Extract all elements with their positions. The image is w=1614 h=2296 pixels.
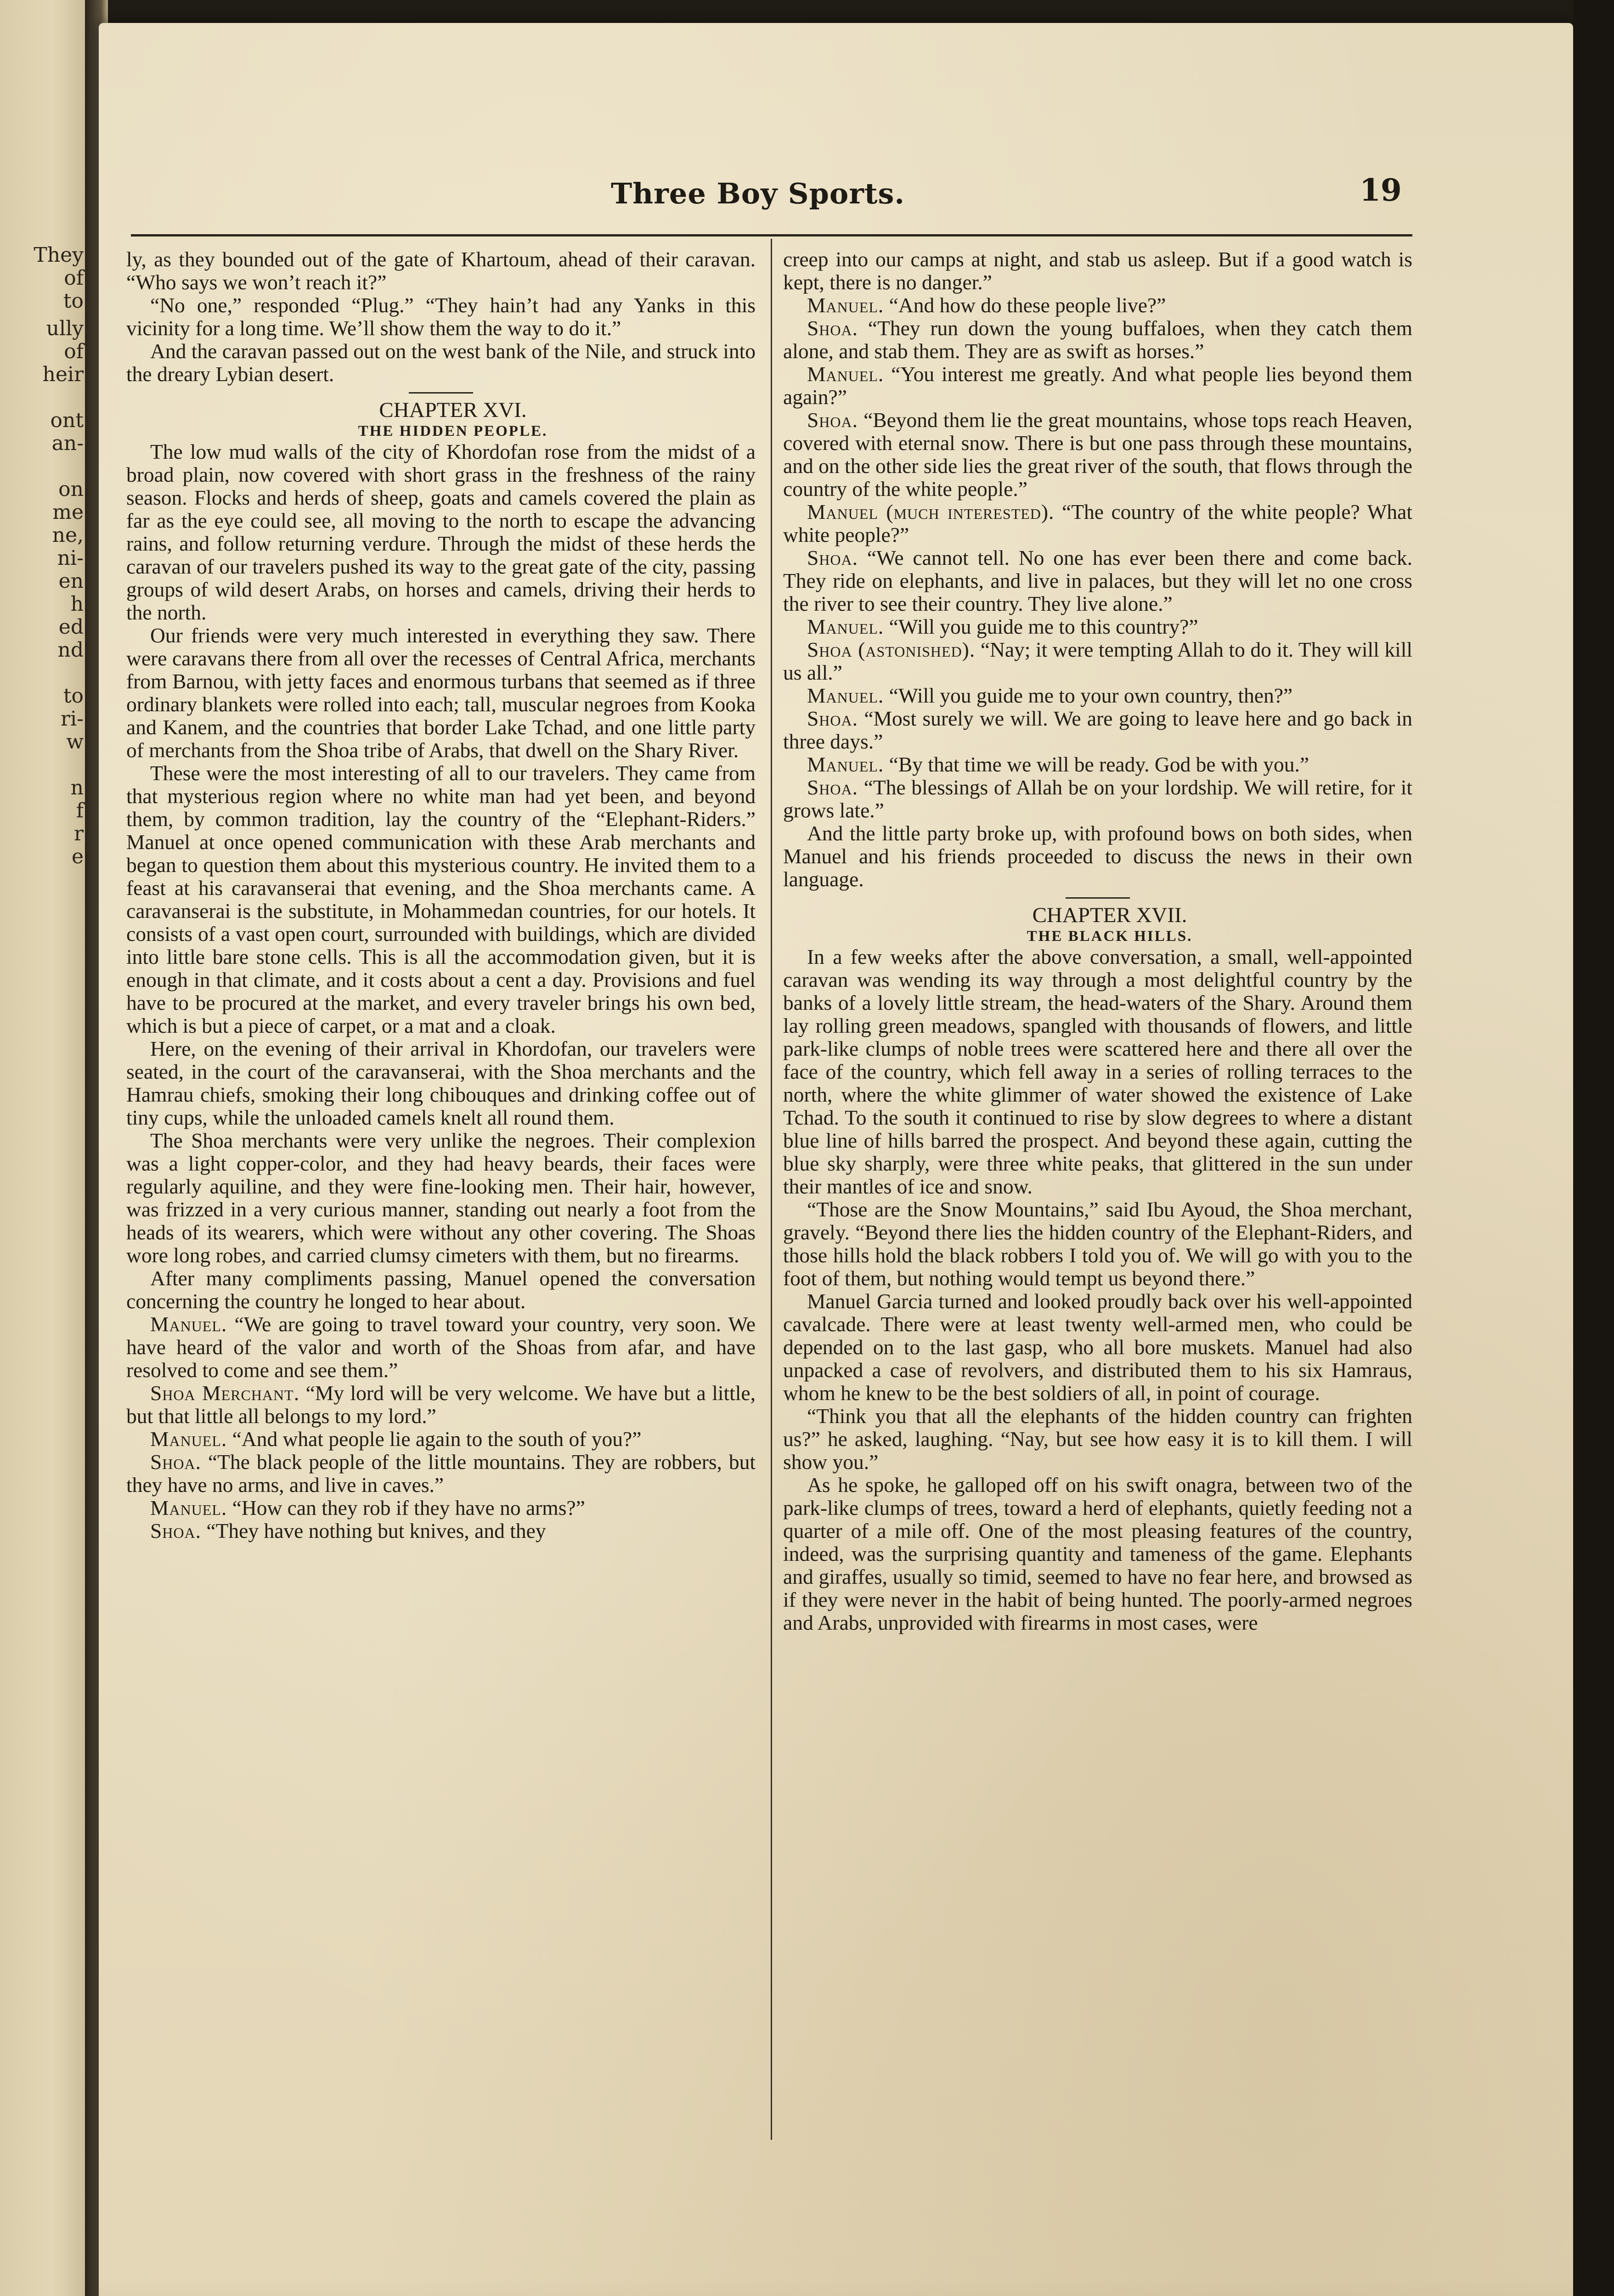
speech: “And what people lie again to the south of you?” [232, 1427, 642, 1451]
speaker: Manuel. [807, 293, 884, 317]
speech: “The black people of the little mountains. They are robbers, but they have no arms, and live in caves.” [126, 1450, 756, 1497]
prev-page-fragment: ni- [57, 546, 84, 570]
dialogue-line [783, 294, 1412, 317]
paragraph: “Those are the Snow Mountains,” said Ibu Ayoud, the Shoa merchant, gravely. “Beyond there lies the hidden country of the Elephant-Riders, and those hills hold the black robbers I told you of. We will go with you to the foot of them, but nothing would tempt us beyond there.” [783, 1198, 1412, 1290]
dialogue-line [126, 1313, 756, 1382]
left-column [126, 248, 756, 1542]
prev-page-fragment: heir [42, 363, 84, 386]
speaker: Manuel. [807, 684, 884, 707]
column-divider [771, 239, 772, 2140]
prev-page-fragment: f [76, 799, 84, 822]
prev-page-fragment: e [71, 845, 84, 868]
paragraph: And the caravan passed out on the west bank of the Nile, and struck into the dreary Lybian desert. [126, 339, 756, 386]
speech: “And how do these people live?” [889, 293, 1166, 317]
dialogue-line [783, 776, 1412, 822]
prev-page-fragment: an- [51, 432, 84, 455]
prev-page-fragment: ont [50, 409, 84, 432]
paragraph: creep into our camps at night, and stab us asleep. But if a good watch is kept, there is no danger.” [783, 248, 1412, 294]
paragraph: In a few weeks after the above conversation, a small, well-appointed caravan was wending its way through a most delightful country by the banks of a lovely little stream, the head-waters of the Shary. Around them lay rolling green meadows, spangled with thousands of flowers, and little park-like clumps of noble trees were scattered here and there all over the face of the country, which fell away in a series of rolling terraces to the north, where the white glimmer of water showed the existence of Lake Tchad. To the south it continued to rise by slow degrees to where a distant blue line of hills barred the prospect. And beyond these again, cutting the blue sky sharply, were three white peaks, that glittered in the sun under their mantles of ice and snow. [783, 945, 1412, 1198]
paragraph: After many compliments passing, Manuel opened the conversation concerning the country he longed to hear about. [126, 1266, 756, 1313]
dialogue-line [126, 1497, 756, 1519]
paragraph: Our friends were very much interested in everything they saw. There were caravans there from all over the recesses of Central Africa, merchants from Barnou, with jetty faces and enormous turbans that seemed as if three ordinary blankets were rolled into each; tall, muscular negroes from Kooka and Kanem, and the countries that border Lake Tchad, and one little party of merchants from the Shoa tribe of Arabs, that dwell on the Shary River. [126, 624, 756, 762]
speaker: Shoa (astonished). [807, 638, 976, 661]
dialogue-line [126, 1519, 756, 1542]
prev-page-fragment: They [34, 243, 84, 267]
prev-page-fragment: ully [46, 317, 84, 340]
dialogue-line [126, 1382, 756, 1428]
paragraph: And the little party broke up, with profound bows on both sides, when Manuel and his friends proceeded to discuss the news in their own language. [783, 822, 1412, 891]
speaker: Manuel. [807, 362, 884, 386]
paragraph: The Shoa merchants were very unlike the negroes. Their complexion was a light copper-color, and they had heavy beards, their faces were regularly aquiline, and they were fine-looking men. Their hair, however, was frizzed in a very curious manner, standing out nearly a foot from the heads of its wearers, which were without any other covering. The Shoas wore long robes, and carried clumsy cimeters with them, but no firearms. [126, 1129, 756, 1267]
speech: “The blessings of Allah be on your lordship. We will retire, for it grows late.” [783, 776, 1412, 822]
speaker: Shoa. [807, 776, 858, 799]
speech: “We cannot tell. No one has ever been there and come back. They ride on elephants, and live in palaces, but they will let no one cross the river to see their country. They live alone.” [783, 546, 1413, 615]
prev-page-fragment: w [66, 730, 84, 754]
section-rule [409, 392, 473, 394]
dialogue-line [783, 363, 1412, 409]
speaker: Shoa. [807, 316, 858, 340]
speech: “Most surely we will. We are going to leave here and go back in three days.” [783, 707, 1413, 753]
section-rule [1066, 897, 1130, 899]
prev-page-fragment: ri- [61, 707, 84, 731]
dialogue-line [783, 638, 1412, 684]
speaker: Shoa. [807, 707, 858, 730]
dialogue-line [783, 707, 1412, 753]
prev-page-fragment: of [64, 340, 84, 363]
page-bottom-shading [99, 2278, 1573, 2296]
prev-page-fragment: to [63, 289, 84, 313]
dialogue-line [126, 1428, 756, 1451]
prev-page-fragment: n [70, 776, 84, 799]
right-column [783, 248, 1412, 1634]
speaker: Shoa. [807, 546, 858, 569]
speaker: Manuel. [807, 615, 884, 638]
speech: “By that time we will be ready. God be with you.” [889, 753, 1309, 776]
speaker: Manuel. [150, 1496, 227, 1519]
dialogue-line [783, 615, 1412, 638]
speaker: Shoa. [150, 1450, 202, 1474]
speech: “They have nothing but knives, and they [206, 1519, 546, 1542]
prev-page-fragment: r [73, 822, 84, 845]
paragraph: As he spoke, he galloped off on his swift onagra, between two of the park-like clumps of trees, toward a herd of elephants, quietly feeding not a quarter of a mile off. One of the most pleasing features of the country, indeed, was the surprising quantity and tameness of the game. Elephants and giraffes, usually so timid, seemed to have no fear here, and browsed as if they were never in the habit of being hunted. The poorly-armed negroes and Arabs, unprovided with firearms in most cases, were [783, 1473, 1412, 1634]
speech: “The country of the white people? What white people?” [783, 500, 1413, 546]
speech: “They run down the young buffaloes, when they catch them alone, and stab them. They are as swift as horses.” [783, 316, 1412, 363]
speech: “You interest me greatly. And what people lies beyond them again?” [783, 362, 1413, 409]
speaker: Shoa. [150, 1519, 202, 1542]
dialogue-line [783, 753, 1412, 776]
prev-page-fragment: ne, [52, 523, 84, 547]
prev-page-fragment: to [63, 684, 84, 708]
prev-page-fragment: on [58, 478, 84, 501]
paragraph: “No one,” responded “Plug.” “They hain’t had any Yanks in this vicinity for a long time. We’ll show them the way to do it.” [126, 293, 756, 340]
chapter-heading: CHAPTER XVI. [379, 398, 527, 422]
dialogue-line [783, 501, 1412, 546]
previous-page-edge [0, 0, 87, 2296]
chapter-subheading: THE HIDDEN PEOPLE. [358, 423, 548, 439]
prev-page-fragment: h [70, 592, 84, 616]
dialogue-line [783, 317, 1412, 363]
prev-page-fragment: en [58, 569, 84, 593]
chapter-subheading: THE BLACK HILLS. [1027, 928, 1193, 945]
speaker: Shoa Merchant. [150, 1381, 300, 1405]
page-number: 19 [1360, 172, 1402, 208]
speech: “Beyond them lie the great mountains, whose tops reach Heaven, covered with eternal snow. There is but one pass through these mountains, and on the other side lies the great river of the south, that flows through the country of the white people.” [783, 408, 1412, 501]
speaker: Manuel. [150, 1427, 227, 1451]
paragraph: Here, on the evening of their arrival in Khordofan, our travelers were seated, in the court of the caravanserai, with the Shoa merchants and the Hamrau chiefs, smoking their long chibouques and drinking coffee out of tiny cups, while the unloaded camels knelt all round them. [126, 1037, 756, 1129]
speech: “My lord will be very welcome. We have but a little, but that little all belongs to my lord.” [126, 1381, 756, 1428]
speech: “We are going to travel toward your country, very soon. We have heard of the valor and worth of the Shoas from afar, and have resolved to come and see them.” [126, 1312, 756, 1382]
paragraph: “Think you that all the elephants of the hidden country can frighten us?” he asked, laughing. “Nay, but see how easy it is to kill them. I will show you.” [783, 1404, 1412, 1474]
prev-page-fragment: me [52, 501, 84, 524]
speech: “Will you guide me to this country?” [889, 615, 1198, 638]
prev-page-fragment: of [64, 266, 84, 290]
dialogue-line [783, 546, 1412, 615]
dialogue-line [783, 684, 1412, 707]
chapter-heading: CHAPTER XVII. [1032, 903, 1187, 927]
paragraph: ly, as they bounded out of the gate of Khartoum, ahead of their caravan. “Who says we won’t reach it?” [126, 248, 756, 294]
running-title: Three Boy Sports. [611, 177, 905, 210]
speech: “How can they rob if they have no arms?” [232, 1496, 585, 1519]
paragraph: Manuel Garcia turned and looked proudly back over his well-appointed cavalcade. There were at least twenty well-armed men, who could be depended on to the last gasp, who all bore muskets. Manuel had also unpacked a case of revolvers, and distributed them to his six Hamraus, whom he knew to be the best soldiers of all, in point of courage. [783, 1289, 1412, 1405]
speaker: Manuel (much interested). [807, 500, 1055, 523]
dialogue-line [126, 1451, 756, 1497]
scan-background-right [1573, 0, 1614, 2296]
header-rule [131, 234, 1412, 236]
speech: “Will you guide me to your own country, then?” [889, 684, 1293, 707]
speaker: Shoa. [807, 408, 858, 432]
prev-page-fragment: nd [57, 638, 84, 662]
dialogue-line [783, 409, 1412, 501]
speaker: Manuel. [150, 1312, 227, 1336]
paragraph: The low mud walls of the city of Khordofan rose from the midst of a broad plain, now covered with short grass in the freshness of the rainy season. Flocks and herds of sheep, goats and camels covered the plain as far as the eye could see, all moving to the north to escape the advancing rains, and follow returning verdure. Through the midst of these herds the caravan of our travelers pushed its way to the great gate of the city, passing groups of wild desert Arabs, on horses and camels, driving their herds to the north. [126, 440, 756, 624]
paragraph: These were the most interesting of all to our travelers. They came from that mysterious region where no white man had yet been, and beyond them, by common tradition, lay the country of the “Elephant-Riders.” Manuel at once opened communication with these Arab merchants and began to question them about this mysterious country. He invited them to a feast at his caravanserai that evening, and the Shoa merchants came. A caravanserai is the substitute, in Mohammedan countries, for our hotels. It consists of a vast open court, surrounded with buildings, which are divided into little bare stone cells. This is all the accommodation given, but it is enough in that climate, and it costs about a cent a day. Provisions and fuel have to be procured at the market, and every traveler brings his own bed, which is but a piece of carpet, or a mat and a cloak. [126, 761, 756, 1037]
speaker: Manuel. [807, 753, 884, 776]
prev-page-fragment: ed [58, 615, 84, 639]
speech: “Nay; it were tempting Allah to do it. They will kill us all.” [783, 638, 1413, 684]
